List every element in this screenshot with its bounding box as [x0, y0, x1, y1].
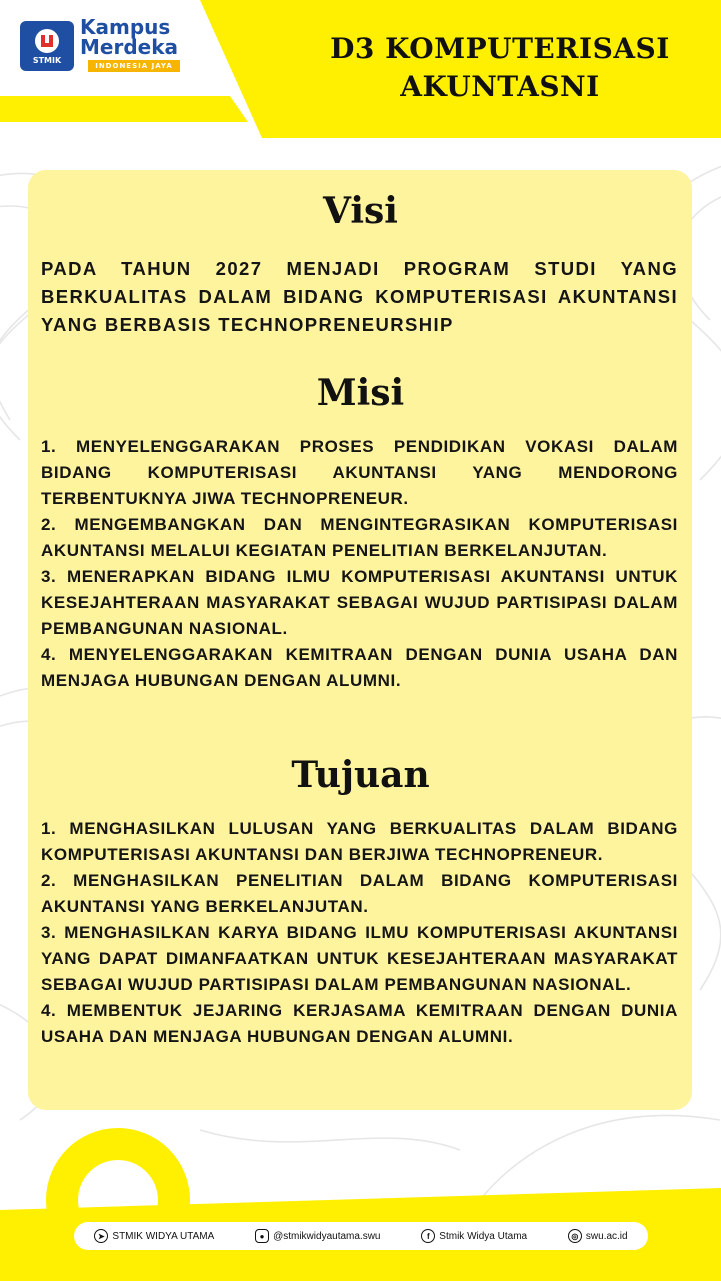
visi-heading: Visi: [323, 190, 398, 232]
tujuan-item: 2. MENGHASILKAN PENELITIAN DALAM BIDANG KOMPUTERISASI AKUNTANSI YANG BERKELANJUTAN.: [41, 871, 678, 916]
logo-line-kampus: Kampus: [80, 15, 171, 39]
tujuan-heading: Tujuan: [291, 754, 430, 796]
visi-paragraph: PADA TAHUN 2027 MENJADI PROGRAM STUDI YANG BERKUALITAS DALAM BIDANG KOMPUTERISASI AKUNTANSI YANG BERBASIS TECHNOPRENEURSHIP: [41, 258, 678, 335]
misi-item: 1. MENYELENGGARAKAN PROSES PENDIDIKAN VOKASI DALAM BIDANG KOMPUTERISASI AKUNTANSI YANG MENDORONG TERBENTUKNYA JIWA TECHNOPRENEUR.: [41, 437, 678, 508]
instagram-label: @stmikwidyautama.swu: [273, 1230, 381, 1242]
university-emblem-icon: [32, 27, 62, 55]
visi-text: [41, 255, 678, 339]
website-link[interactable]: [568, 1229, 628, 1243]
program-title: [300, 30, 700, 106]
footer-decoration: [0, 1110, 721, 1281]
globe-icon: ◎: [568, 1229, 582, 1243]
misi-item: 3. MENERAPKAN BIDANG ILMU KOMPUTERISASI AKUNTANSI UNTUK KESEJAHTERAAN MASYARAKAT SEBAGAI WUJUD PARTISIPASI DALAM PEMBANGUNAN NASIONAL.: [41, 567, 678, 638]
telegram-link[interactable]: [94, 1229, 214, 1243]
website-label: swu.ac.id: [585, 1230, 628, 1242]
program-title-line2: AKUNTASNI: [400, 70, 600, 103]
tujuan-list: [41, 816, 678, 1050]
logo-tagline: INDONESIA JAYA: [88, 60, 180, 72]
instagram-icon: ●: [255, 1229, 269, 1243]
telegram-icon: ➤: [94, 1229, 108, 1243]
social-links-bar: [74, 1222, 648, 1250]
program-title-line1: D3 KOMPUTERISASI: [330, 32, 670, 65]
tujuan-item: 4. MEMBENTUK JEJARING KERJASAMA KEMITRAAN DENGAN DUNIA USAHA DAN MENJAGA HUBUNGAN DENGAN ALUMNI.: [41, 1001, 678, 1046]
facebook-link[interactable]: [421, 1229, 527, 1243]
tujuan-item: 1. MENGHASILKAN LULUSAN YANG BERKUALITAS DALAM BIDANG KOMPUTERISASI AKUNTANSI DAN BERJIWA TECHNOPRENEUR.: [41, 819, 678, 864]
instagram-link[interactable]: [255, 1229, 380, 1243]
telegram-label: STMIK WIDYA UTAMA: [112, 1230, 215, 1242]
facebook-label: Stmik Widya Utama: [439, 1230, 528, 1242]
misi-heading: Misi: [316, 372, 405, 414]
misi-item: 4. MENYELENGGARAKAN KEMITRAAN DENGAN DUNIA USAHA DAN MENJAGA HUBUNGAN DENGAN ALUMNI.: [41, 645, 678, 690]
kampus-merdeka-logo: [14, 14, 184, 78]
stmik-badge: [20, 21, 74, 71]
facebook-icon: f: [421, 1229, 435, 1243]
logo-badge-text: STMIK: [32, 56, 62, 65]
misi-list: [41, 434, 678, 694]
logo-line-merdeka: Merdeka: [80, 35, 179, 59]
misi-item: 2. MENGEMBANGKAN DAN MENGINTEGRASIKAN KOMPUTERISASI AKUNTANSI MELALUI KEGIATAN PENELITIAN BERKELANJUTAN.: [41, 515, 678, 560]
tujuan-item: 3. MENGHASILKAN KARYA BIDANG ILMU KOMPUTERISASI AKUNTANSI YANG DAPAT DIMANFAATKAN UNTUK KESEJAHTERAAN MASYARAKAT SEBAGAI WUJUD PARTISIPASI DALAM PEMBANGUNAN NASIONAL.: [41, 923, 678, 994]
